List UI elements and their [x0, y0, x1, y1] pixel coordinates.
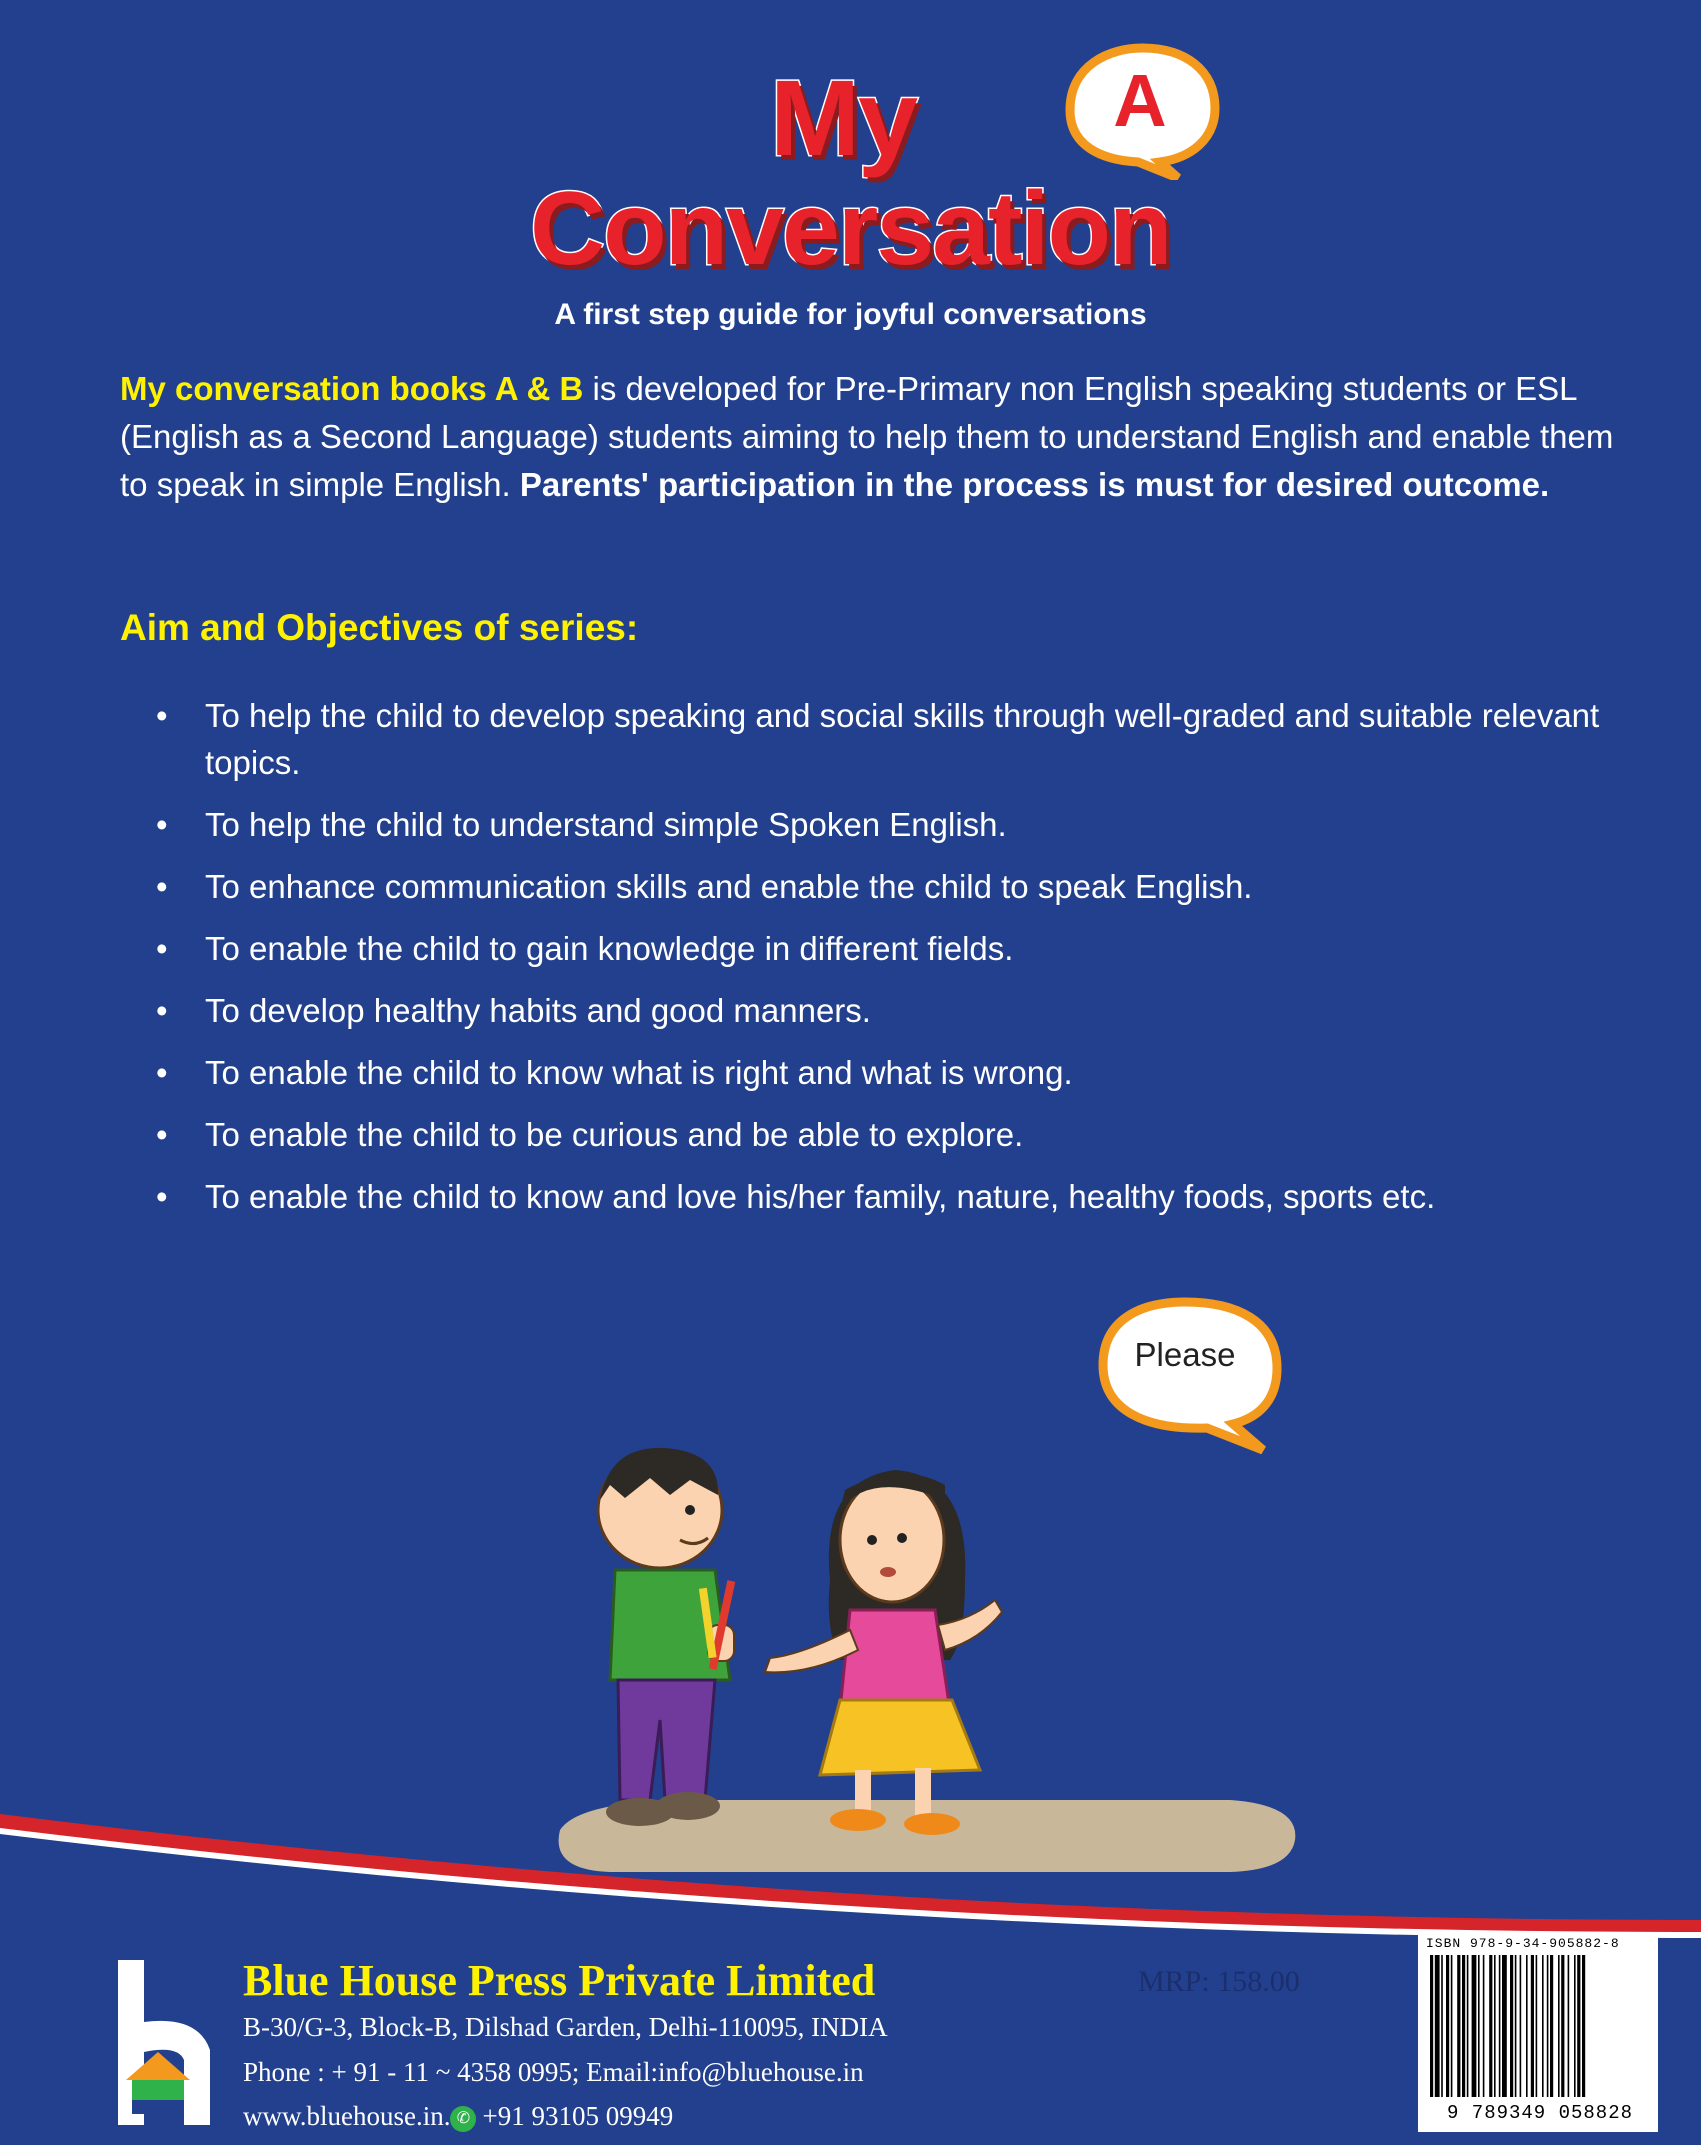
- book-letter: A: [1113, 59, 1167, 142]
- list-item: • To help the child to understand simple Spoken English.: [150, 801, 1630, 848]
- bluehouse-logo-icon: [118, 1960, 218, 2125]
- bullet-icon: •: [156, 930, 168, 967]
- bullet-icon: •: [156, 868, 168, 905]
- boy-figure: [598, 1448, 735, 1826]
- publisher-name: Blue House Press Private Limited: [243, 1956, 876, 2005]
- bullet-icon: •: [156, 1178, 168, 1215]
- intro-paragraph: [120, 365, 1620, 509]
- isbn-label: ISBN 978-9-34-905882-8: [1426, 1936, 1620, 1951]
- publisher-web-line: [243, 2101, 673, 2132]
- list-item: • To enable the child to know what is right and what is wrong.: [150, 1049, 1630, 1096]
- publisher-contact: Phone : + 91 - 11 ~ 4358 0995; Email:info@bluehouse.in: [243, 2057, 864, 2087]
- bullet-icon: •: [156, 1116, 168, 1153]
- title-my: My: [770, 57, 917, 178]
- bullet-icon: •: [156, 992, 168, 1029]
- whatsapp-icon: ✆: [450, 2106, 476, 2132]
- please-speech-bubble-icon: [1085, 1290, 1295, 1460]
- publisher-website: www.bluehouse.in.: [243, 2101, 451, 2131]
- bullet-icon: •: [156, 806, 168, 843]
- children-illustration: [540, 1440, 1310, 1890]
- ean-number: 9 789349 058828: [1446, 2102, 1634, 2124]
- list-item: • To help the child to develop speaking and social skills through well-graded and suitable relevant topics.: [150, 692, 1630, 786]
- aims-list: [150, 692, 1630, 1235]
- publisher-whatsapp: +91 93105 09949: [482, 2101, 674, 2131]
- list-item: • To enhance communication skills and enable the child to speak English.: [150, 863, 1630, 910]
- subtitle: A first step guide for joyful conversations: [554, 298, 1147, 331]
- bullet-icon: •: [156, 697, 168, 734]
- mrp-price: MRP: 158.00: [1138, 1965, 1300, 1998]
- list-item: • To develop healthy habits and good manners.: [150, 987, 1630, 1034]
- intro-highlight: My conversation books A & B: [120, 370, 584, 407]
- speech-text: Please: [1134, 1336, 1236, 1373]
- intro-body: is developed for Pre-Primary non English speaking students or ESL (English as a Second Language) students aiming to help them to understand English and enable them to speak in simple English.: [120, 370, 1614, 503]
- girl-figure: [765, 1470, 1002, 1835]
- barcode-icon: [1428, 1955, 1652, 2097]
- title-conversation: Conversation: [530, 171, 1171, 287]
- bullet-icon: •: [156, 1054, 168, 1091]
- intro-emphasis: Parents' participation in the process is must for desired outcome.: [519, 466, 1550, 503]
- list-item: • To enable the child to gain knowledge in different fields.: [150, 925, 1630, 972]
- aims-heading: Aim and Objectives of series:: [120, 607, 639, 648]
- list-item: • To enable the child to be curious and be able to explore.: [150, 1111, 1630, 1158]
- list-item: • To enable the child to know and love his/her family, nature, healthy foods, sports etc.: [150, 1173, 1630, 1220]
- publisher-address: B-30/G-3, Block-B, Dilshad Garden, Delhi-110095, INDIA: [243, 2012, 888, 2042]
